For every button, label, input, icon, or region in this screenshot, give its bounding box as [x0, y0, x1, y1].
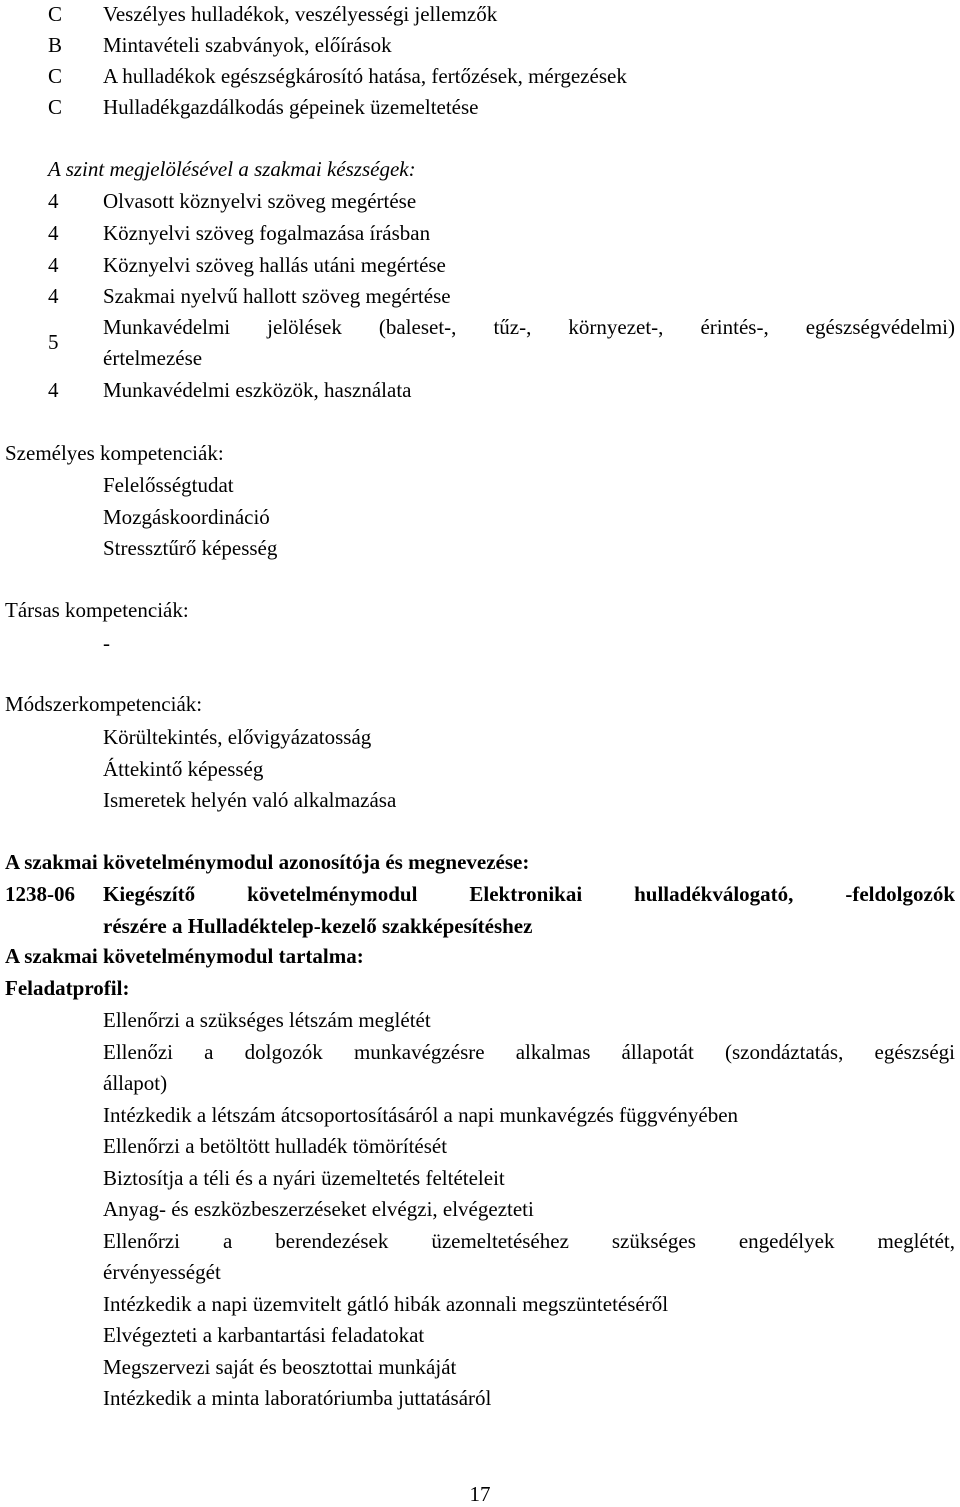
level-label: C	[48, 95, 63, 119]
task-text: Elvégezteti a karbantartási feladatokat	[103, 1323, 425, 1347]
level-label: 4	[48, 253, 59, 277]
level-label: C	[48, 64, 63, 88]
heading-text: A szakmai követelménymodul azonosítója és megnevezése:	[5, 850, 530, 874]
module-name-line2: részére a Hulladéktelep-kezelő szakképesítéshez	[103, 914, 533, 938]
task-text-line2: érvényességét	[103, 1260, 221, 1284]
heading-text: A szint megjelölésével a szakmai készségek:	[48, 157, 416, 181]
item-text: Munkavédelmi eszközök, használata	[103, 378, 412, 402]
task-text-line1: Ellenőzi a dolgozók munkavégzésre alkalmas állapotát (szondáztatás, egészségi	[103, 1040, 955, 1064]
level-label: 4	[48, 378, 59, 402]
item-text: Hulladékgazdálkodás gépeinek üzemeltetése	[103, 95, 479, 119]
item-text: Olvasott köznyelvi szöveg megértése	[103, 189, 417, 213]
item-text: Körültekintés, elővigyázatosság	[103, 725, 372, 749]
module-name	[0, 882, 960, 938]
heading-text: Feladatprofil:	[5, 976, 130, 1000]
task-text: Biztosítja a téli és a nyári üzemeltetés feltételeit	[103, 1166, 505, 1190]
heading-text: Társas kompetenciák:	[5, 598, 189, 622]
item-text-line2: értelmezése	[103, 346, 203, 370]
item-text: Áttekintő képesség	[103, 757, 264, 781]
item-text: Szakmai nyelvű hallott szöveg megértése	[103, 284, 451, 308]
item-text: Köznyelvi szöveg fogalmazása írásban	[103, 221, 431, 245]
item-text: Mintavételi szabványok, előírások	[103, 33, 392, 57]
item-text: Felelősségtudat	[103, 473, 234, 497]
item-text-line1: Munkavédelmi jelölések (baleset-, tűz-, környezet-, érintés-, egészségvédelmi)	[103, 315, 955, 339]
task-item	[0, 1229, 960, 1285]
task-text: Intézkedik a minta laboratóriumba juttatásáról	[103, 1386, 492, 1410]
item-text: Veszélyes hulladékok, veszélyességi jellemzők	[103, 2, 498, 26]
item-text: A hulladékok egészségkárosító hatása, fertőzések, mérgezések	[103, 64, 627, 88]
task-text: Ellenőrzi a betöltött hulladék tömörítését	[103, 1134, 448, 1158]
heading-text: Személyes kompetenciák:	[5, 441, 224, 465]
level-label: 5	[48, 330, 59, 354]
item-text: -	[103, 631, 110, 655]
level-label: 4	[48, 189, 59, 213]
task-text: Ellenőrzi a szükséges létszám meglétét	[103, 1008, 431, 1032]
task-text: Megszervezi saját és beosztottai munkáját	[103, 1355, 457, 1379]
task-item	[0, 1040, 960, 1096]
module-code: 1238-06	[5, 882, 75, 906]
level-label: 4	[48, 284, 59, 308]
level-label: B	[48, 33, 63, 57]
level-label: C	[48, 2, 63, 26]
item-text: Stressztűrő képesség	[103, 536, 278, 560]
task-text-line1: Ellenőrzi a berendezések üzemeltetéséhez szükséges engedélyek meglétét,	[103, 1229, 955, 1253]
module-name-line1: Kiegészítő követelménymodul Elektronikai hulladékválogató, -feldolgozók	[103, 882, 955, 906]
item-text: Ismeretek helyén való alkalmazása	[103, 788, 397, 812]
task-text: Intézkedik a napi üzemvitelt gátló hibák azonnali megszüntetéséről	[103, 1292, 669, 1316]
item-text: Köznyelvi szöveg hallás utáni megértése	[103, 253, 446, 277]
level-label: 4	[48, 221, 59, 245]
list-item	[0, 315, 960, 375]
heading-text: A szakmai követelménymodul tartalma:	[5, 944, 364, 968]
heading-text: Módszerkompetenciák:	[5, 692, 203, 716]
page-number: 17	[469, 1482, 491, 1506]
task-text-line2: állapot)	[103, 1071, 168, 1095]
task-text: Intézkedik a létszám átcsoportosításáról a napi munkavégzés függvényében	[103, 1103, 739, 1127]
item-text: Mozgáskoordináció	[103, 505, 270, 529]
task-text: Anyag- és eszközbeszerzéseket elvégzi, elvégezteti	[103, 1197, 534, 1221]
